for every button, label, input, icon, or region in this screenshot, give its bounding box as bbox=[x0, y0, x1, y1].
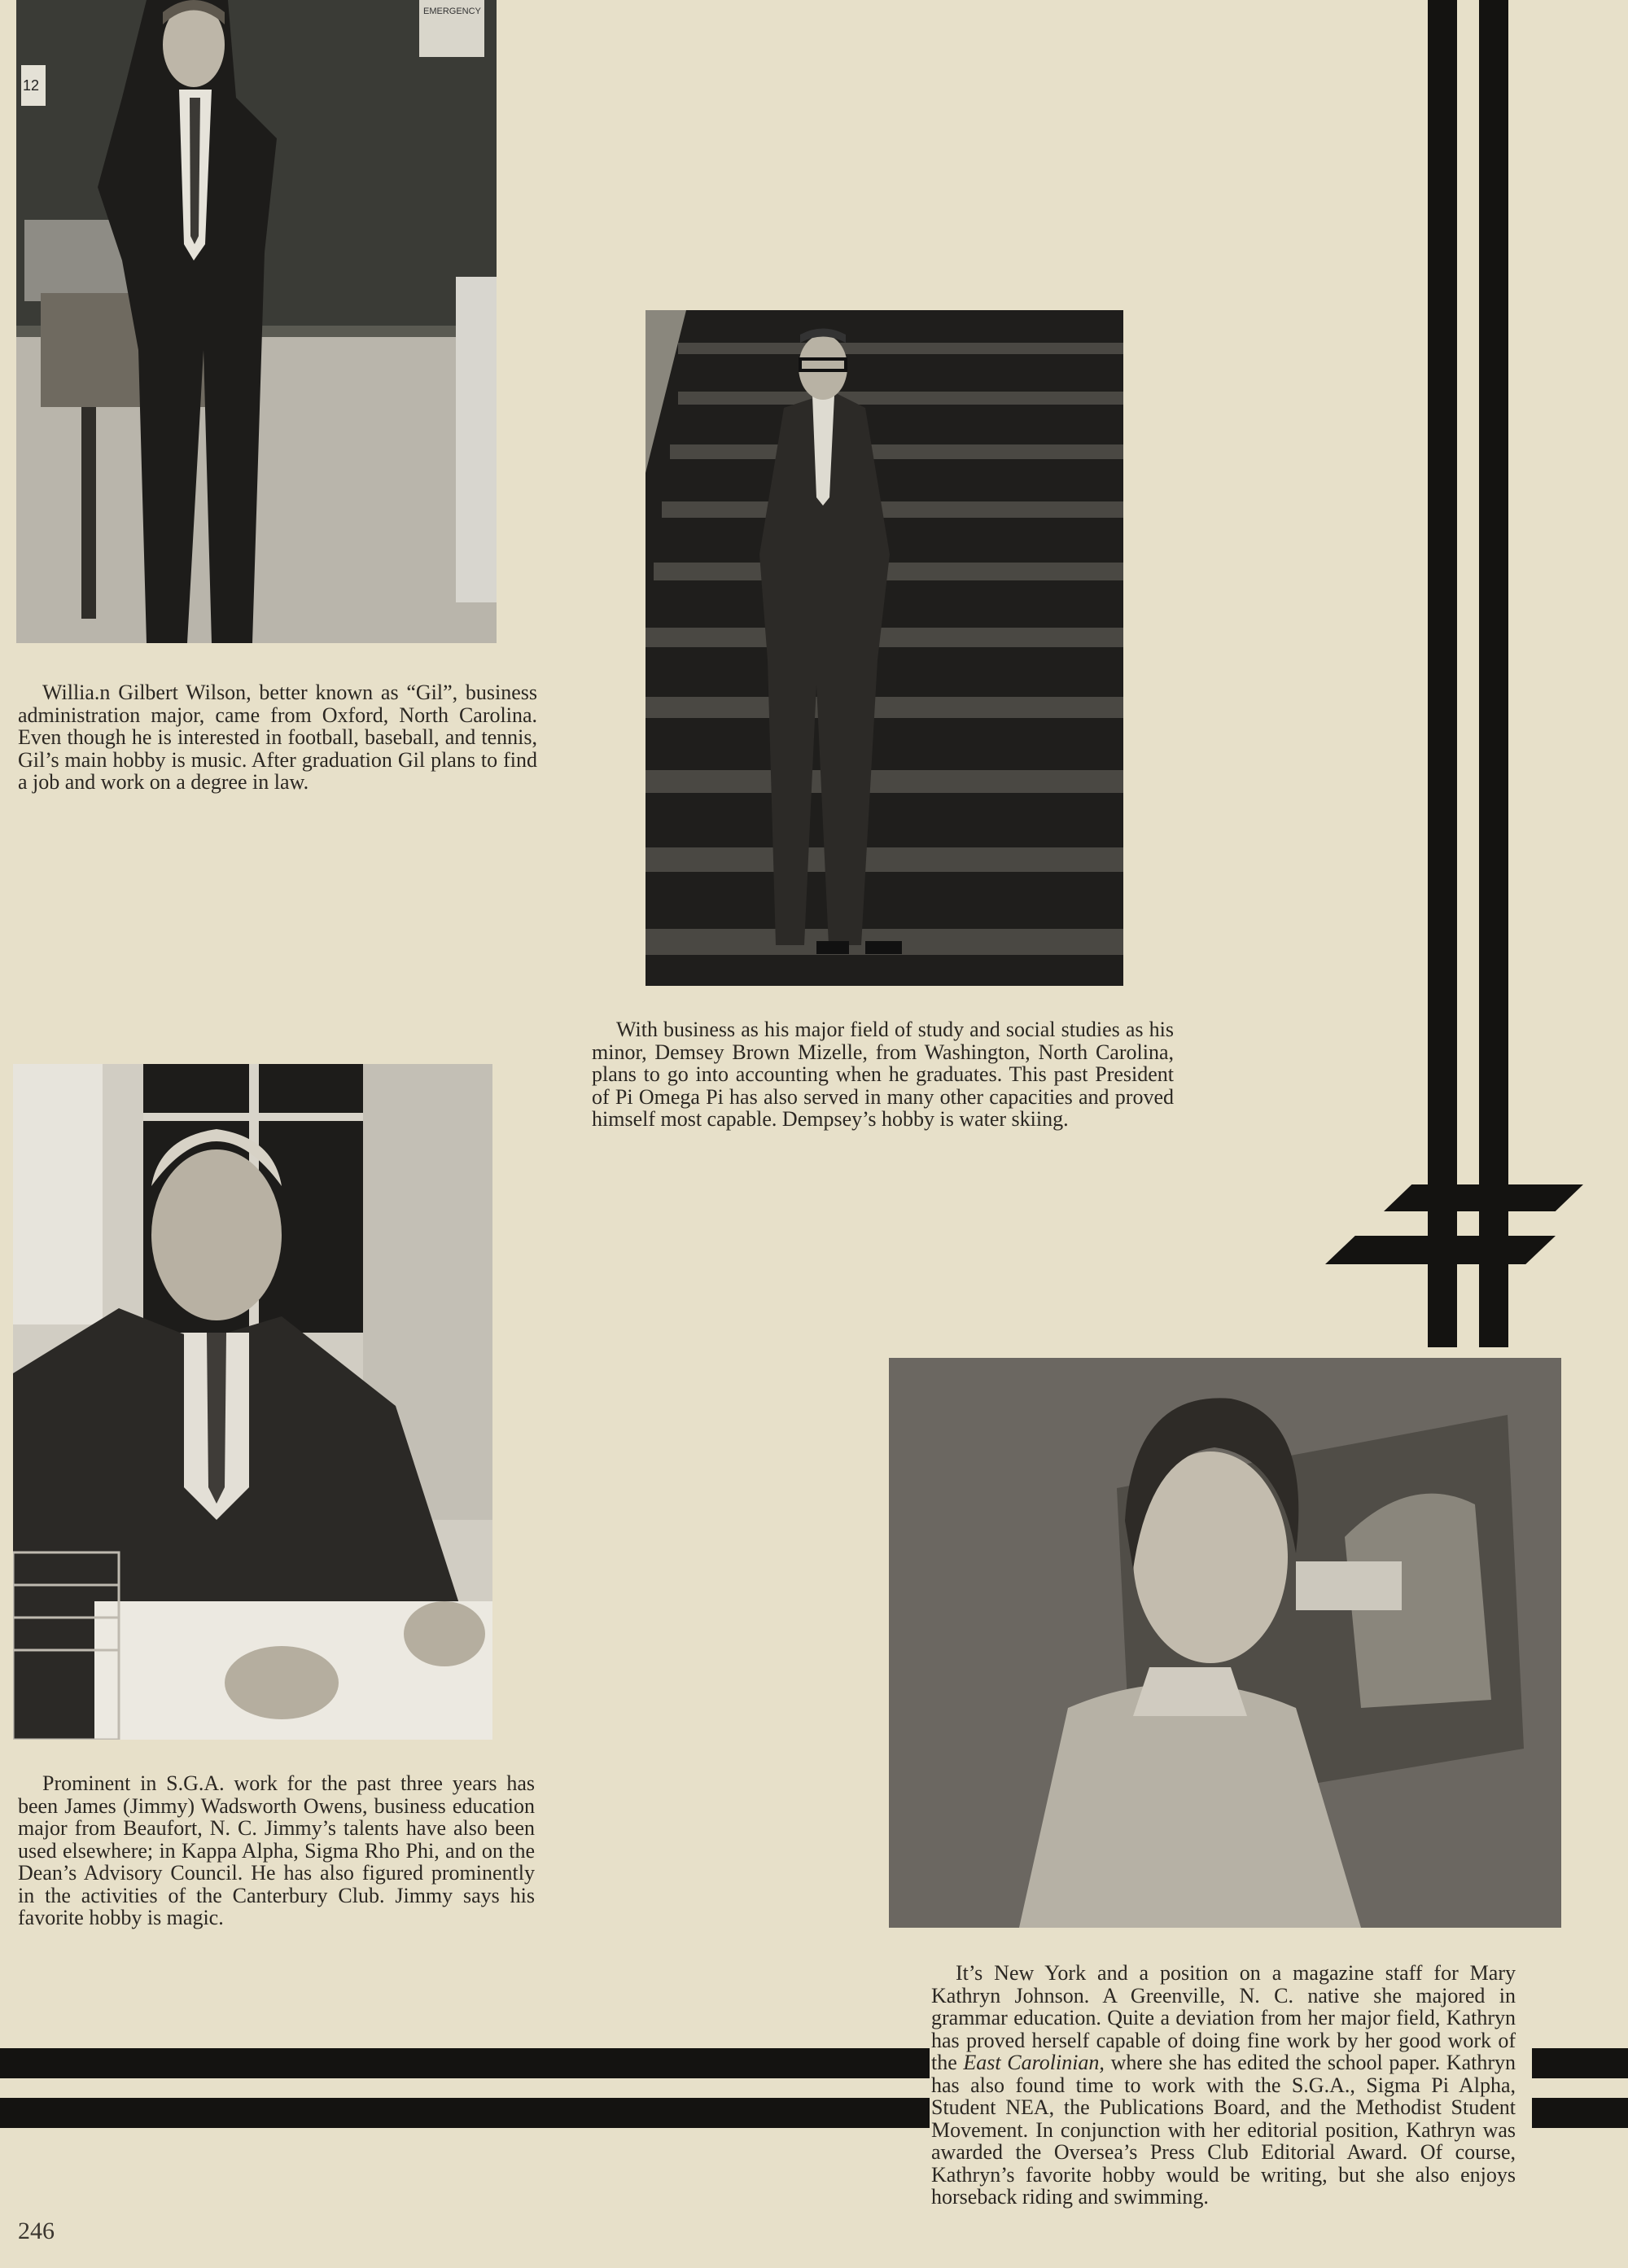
vertical-bar-left bbox=[1428, 0, 1457, 1347]
caption-johnson-publication: East Carolinian, bbox=[963, 2051, 1105, 2074]
owens-photo-art bbox=[13, 1064, 492, 1740]
caption-owens: Prominent in S.G.A. work for the past three years has been James (Jimmy) Wadsworth Owens, business education major from Beaufort, N. C. Jimmy’s talents have also been used elsewhere; in Kappa Alpha, Sigma Rho Phi, and on the Dean’s Advisory Council. He has also figured prominently in the activities of the Canterbury Club. Jimmy says his favorite hobby is magic. bbox=[18, 1771, 535, 1929]
diagonal-bar-upper bbox=[1384, 1184, 1583, 1211]
chalkboard-sign: EMERGENCY bbox=[423, 7, 481, 16]
horizontal-bar-left-upper bbox=[0, 2048, 930, 2078]
photo-wilson bbox=[16, 0, 497, 643]
johnson-photo-art bbox=[889, 1358, 1561, 1928]
diagonal-bar-lower bbox=[1325, 1236, 1556, 1264]
caption-johnson bbox=[931, 1962, 1516, 2209]
horizontal-bar-left-lower bbox=[0, 2098, 930, 2128]
photo-mizelle bbox=[646, 310, 1123, 986]
page-number: 246 bbox=[18, 2218, 55, 2244]
vertical-bar-right bbox=[1479, 0, 1508, 1347]
caption-johnson-part1: It’s New York and a position on a magazine staff for Mary Kathryn Johnson. A Greenville, N. C. native she majored in grammar education. Quite a deviation from her major field, Kathryn has proved herself capable of doing fine work by her good work of the bbox=[931, 1961, 1516, 2074]
horizontal-bar-right-upper bbox=[1532, 2048, 1628, 2078]
caption-wilson: Willia.n Gilbert Wilson, better known as “Gil”, business administration major, came from Oxford, North Carolina. Even though he is interested in football, baseball, and tennis, Gil’s main hobby is music. After graduation Gil plans to find a job and work on a degree in law. bbox=[18, 681, 537, 794]
caption-mizelle: With business as his major field of study and social studies as his minor, Demsey Brown Mizelle, from Washington, North Carolina, plans to go into accounting when he graduates. This past President of Pi Omega Pi has also served in many other capacities and proved himself most capable. Dempsey’s hobby is water skiing. bbox=[592, 1018, 1174, 1131]
photo-owens bbox=[13, 1064, 492, 1740]
mizelle-photo-art bbox=[646, 310, 1123, 986]
photo-johnson bbox=[889, 1358, 1561, 1928]
room-number-sign: 12 bbox=[23, 77, 40, 94]
caption-johnson-part2: where she has edited the school paper. Kathryn has also found time to work with the S.G.A., Sigma Pi Alpha, Student NEA, the Publications Board, and the Methodist Student Movement. In conjunction with her editorial position, Kathryn was awarded the Oversea’s Press Club Editorial Award. Of course, Kathryn’s favorite hobby would be writing, but she also enjoys horseback riding and swimming. bbox=[931, 2051, 1516, 2209]
wilson-photo-art bbox=[16, 0, 497, 643]
horizontal-bar-right-lower bbox=[1532, 2098, 1628, 2128]
